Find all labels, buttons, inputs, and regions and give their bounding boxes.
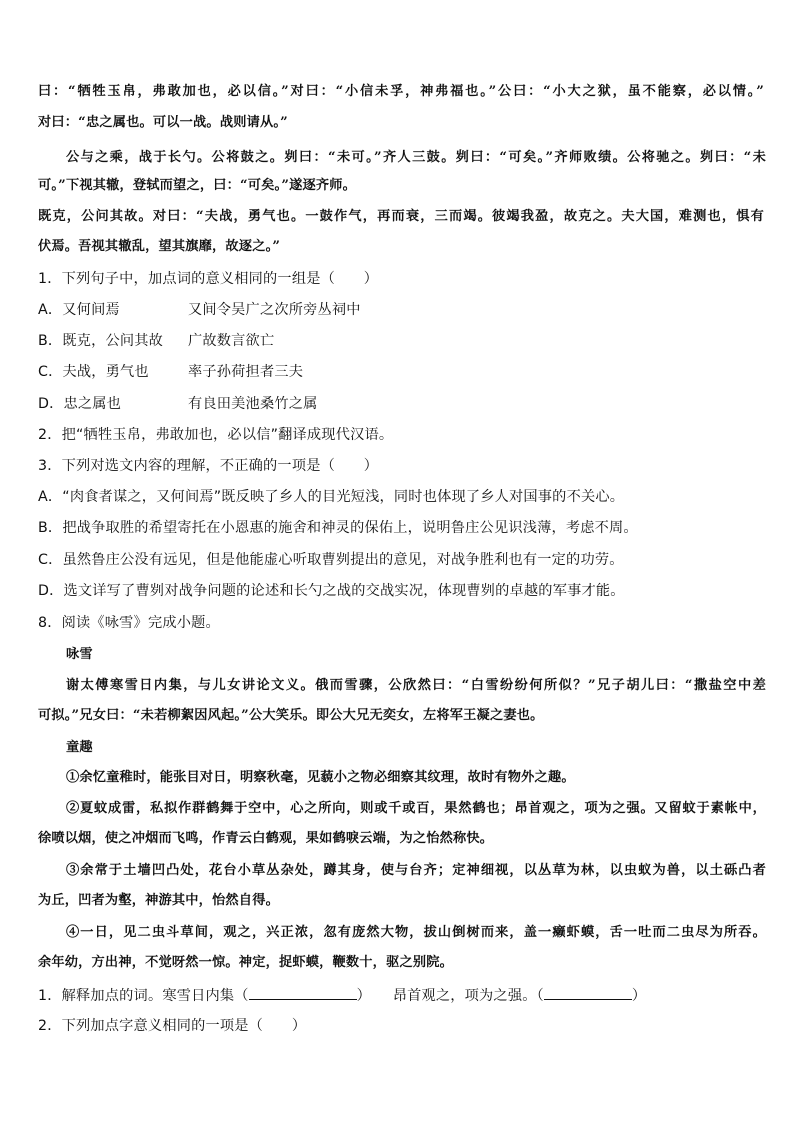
passage-line: 曰：“牺牲玉帛，弗敢加也，必以信。”对曰：“小信未孚，神弗福也。”公曰：“小大之狱，虽不能察，必以情。” (38, 84, 764, 99)
option-text: 率子孙荷担者三夫 (188, 364, 304, 380)
yongxue-title: 咏雪 (66, 647, 93, 662)
question-3-option-a: A．“肉食者谋之，又何间焉”既反映了乡人的目光短浅，同时也体现了乡人对国事的不关心。 (38, 489, 625, 505)
passage-line: 对曰：“忠之属也。可以一战。战则请从。” (38, 115, 288, 130)
answer-blank[interactable] (544, 985, 632, 1000)
question-3-stem: 3．下列对选文内容的理解，不正确的一项是（ ） (38, 458, 379, 474)
option-text: 又间令吴广之次所旁丛祠中 (188, 302, 361, 318)
question-1-option-a (38, 300, 764, 320)
option-label: D．忠之属也 (38, 396, 122, 412)
question-3-option-d: D．选文详写了曹刿对战争问题的论述和长勺之战的交战实况，体现曹刿的卓越的军事才能。 (38, 583, 625, 599)
question-3-option-c: C．虽然鲁庄公没有远见，但是他能虚心听取曹刿提出的意见，对战争胜利也有一定的功劳。 (38, 552, 624, 568)
option-label: C．夫战，勇气也 (38, 364, 149, 380)
tongqu-line: ③余常于土墙凹凸处，花台小草丛杂处，蹲其身，使与台齐；定神细视，以丛草为林，以虫蚁为兽，以土砾凸者 (66, 863, 766, 878)
passage-line: 既克，公问其故。对曰：“夫战，勇气也。一鼓作气，再而衰，三而竭。彼竭我盈，故克之。夫大国，难测也，惧有 (38, 209, 764, 224)
question-8-stem: 8．阅读《咏雪》完成小题。 (38, 615, 220, 631)
question-1-stem: 1．下列句子中，加点词的意义相同的一组是（ ） (38, 271, 379, 287)
option-label: B．既克，公问其故 (38, 333, 164, 349)
passage-line: 伏焉。吾视其辙乱，望其旗靡，故逐之。” (38, 239, 281, 254)
sub-question-1 (38, 985, 764, 1006)
sub-question-1-text: 1．解释加点的词。寒雪日内集（ (38, 988, 249, 1004)
sub-question-1-text: ） 昂首观之，项为之强。（ (356, 988, 544, 1004)
yongxue-line: 可拟。”兄女曰：“未若柳絮因风起。”公大笑乐。即公大兄无奕女，左将军王凝之妻也。 (38, 708, 544, 723)
passage-line: 可。”下视其辙，登轼而望之，曰：“可矣。”遂逐齐师。 (38, 178, 357, 193)
option-text: 有良田美池桑竹之属 (188, 396, 318, 412)
question-1-option-b (38, 331, 764, 351)
question-3-option-b: B．把战争取胜的希望寄托在小恩惠的施舍和神灵的保佑上，说明鲁庄公见识浅薄，考虑不周。 (38, 520, 638, 536)
question-2-stem: 2．把“牺牲玉帛，弗敢加也，必以信”翻译成现代汉语。 (38, 427, 394, 443)
tongqu-title: 童趣 (66, 740, 93, 755)
tongqu-line: 余年幼，方出神，不觉呀然一惊。神定，捉虾蟆，鞭数十，驱之别院。 (38, 955, 454, 970)
tongqu-line: 徐喷以烟，使之冲烟而飞鸣，作青云白鹤观，果如鹤唳云端，为之怡然称快。 (38, 831, 494, 846)
tongqu-line: 为丘，凹者为壑，神游其中，怡然自得。 (38, 893, 279, 908)
sub-question-1-text: ） (631, 988, 647, 1004)
sub-question-2-stem: 2．下列加点字意义相同的一项是（ ） (38, 1018, 307, 1034)
yongxue-line: 谢太傅寒雪日内集，与儿女讲论文义。俄而雪骤，公欣然曰：“白雪纷纷何所似？”兄子胡儿曰：“撒盐空中差 (66, 678, 766, 693)
answer-blank[interactable] (249, 985, 357, 1000)
question-1-option-d (38, 394, 764, 414)
question-1-option-c (38, 362, 764, 382)
option-text: 广故数言欲亡 (188, 333, 275, 349)
passage-line: 公与之乘，战于长勺。公将鼓之。刿曰：“未可。”齐人三鼓。刿曰：“可矣。”齐师败绩。公将驰之。刿曰：“未 (66, 150, 766, 165)
tongqu-line: ④一日，见二虫斗草间，观之，兴正浓，忽有庞然大物，拔山倒树而来，盖一癞虾蟆，舌一吐而二虫尽为所吞。 (66, 925, 766, 940)
option-label: A．又何间焉 (38, 302, 120, 318)
tongqu-line: ①余忆童稚时，能张目对日，明察秋毫，见藐小之物必细察其纹理，故时有物外之趣。 (66, 770, 575, 785)
tongqu-line: ②夏蚊成雷，私拟作群鹤舞于空中，心之所向，则或千或百，果然鹤也；昂首观之，项为之强。又留蚊于素帐中， (66, 801, 766, 816)
